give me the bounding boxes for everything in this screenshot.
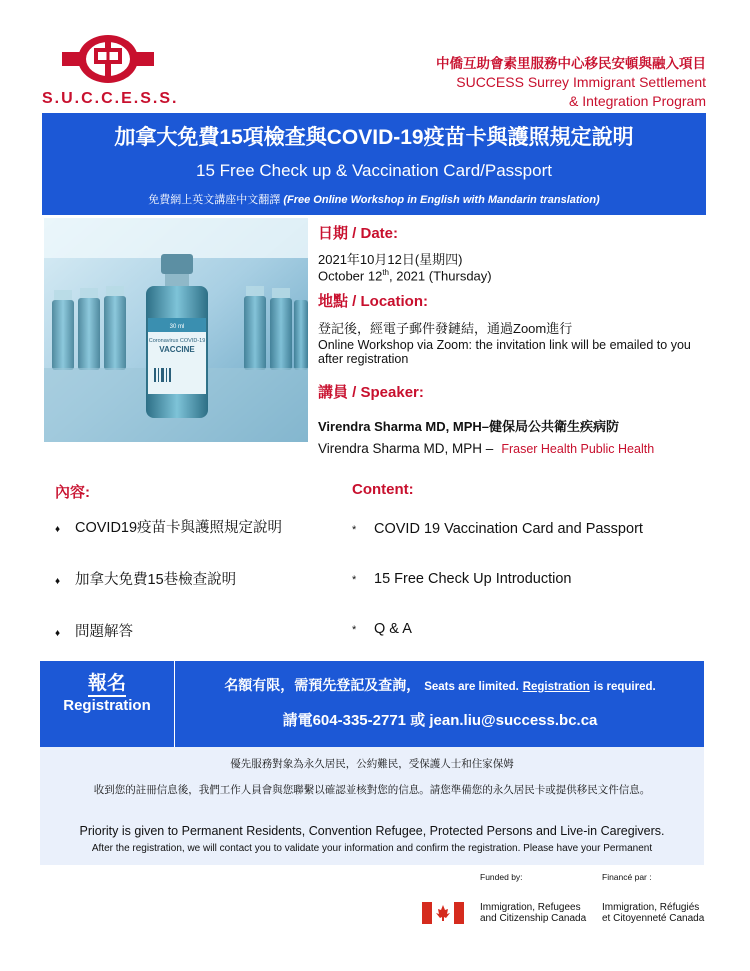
priority-en-line2: After the registration, we will contact you to validate your information and confirm the registration. Please have your Permanent — [91, 843, 653, 854]
list-item-text: 問題解答 — [75, 624, 133, 640]
funded-by-label: Funded by: — [480, 872, 523, 882]
location-zh: 登記後，經電子郵件發鏈結，通過Zoom進行 — [318, 321, 573, 336]
ircc-fr-line1: Immigration, Réfugiés — [602, 902, 700, 913]
finance-par-label: Financé par : — [602, 872, 652, 882]
list-item — [352, 521, 643, 537]
title-en: 15 Free Check up & Vaccination Card/Passport — [196, 161, 552, 180]
list-item — [55, 620, 133, 641]
registration-notice — [176, 675, 704, 695]
title-zh: 加拿大免費15項檢查與COVID-19疫苗卡與護照規定說明 — [114, 126, 634, 149]
list-item-text: COVID 19 Vaccination Card and Passport — [374, 521, 643, 537]
speaker-org: Fraser Health Public Health — [501, 442, 655, 456]
priority-info-box — [40, 747, 704, 865]
date-en-sup: th — [382, 268, 389, 277]
diamond-bullet-icon: ♦ — [55, 628, 61, 639]
success-logo-icon — [62, 34, 154, 84]
ircc-name-en — [480, 902, 586, 924]
registration-notice-en-pre: Seats are limited. — [424, 681, 519, 693]
date-zh: 2021年10月12日(星期四) — [318, 252, 463, 267]
registration-band — [40, 661, 704, 747]
vial-label-line1: Coronavirus COVID-19 — [148, 338, 206, 344]
asterisk-bullet-icon: * — [352, 624, 357, 636]
vaccine-vial-photo — [44, 218, 308, 442]
ircc-en-line1: Immigration, Refugees — [480, 902, 581, 913]
registration-label-en: Registration — [63, 697, 151, 714]
content-heading-zh: 內容: — [55, 484, 90, 501]
org-name-en-line2: & Integration Program — [569, 93, 706, 109]
priority-zh-line2: 收到您的註冊信息後，我們工作人員會與您聯繫以確認並核對您的信息。請您準備您的永久居民卡或提供移民文件信息。 — [93, 784, 651, 796]
diamond-bullet-icon: ♦ — [55, 524, 61, 535]
list-item-text: COVID19疫苗卡與護照規定說明 — [75, 520, 283, 536]
org-name-en-line1: SUCCESS Surrey Immigrant Settlement — [456, 74, 706, 90]
list-item — [352, 621, 412, 637]
list-item-text: 加拿大免費15巷檢查說明 — [75, 572, 237, 588]
diamond-bullet-icon: ♦ — [55, 576, 61, 587]
ircc-en-line2: and Citizenship Canada — [480, 913, 587, 924]
priority-zh-line1: 優先服務對象為永久居民，公約難民，受保護人士和住家保姆 — [230, 758, 514, 770]
speaker-zh: Virendra Sharma MD, MPH–健保局公共衛生疾病防 — [318, 419, 619, 434]
workshop-subtitle — [42, 191, 706, 207]
list-item-text: 15 Free Check Up Introduction — [374, 571, 572, 587]
list-item — [55, 516, 282, 537]
registration-contact[interactable]: 請電604-335-2771 或 jean.liu@success.bc.ca — [282, 712, 598, 729]
title-banner — [42, 113, 706, 215]
date-en-post: , 2021 (Thursday) — [389, 268, 492, 284]
registration-label-zh — [40, 668, 174, 695]
speaker-name: Virendra Sharma MD, MPH – — [318, 441, 494, 456]
list-item-text: Q & A — [374, 621, 412, 637]
location-heading: 地點 / Location: — [318, 293, 428, 310]
vial-label-small: 30 ml — [169, 324, 185, 330]
registration-notice-zh: 名額有限，需預先登記及查詢， — [224, 677, 421, 693]
location-en: Online Workshop via Zoom: the invitation link will be emailed to you after registration — [318, 338, 691, 366]
vial-label-line2: VACCINE — [159, 345, 195, 354]
speaker-heading: 講員 / Speaker: — [318, 384, 424, 401]
list-item — [55, 568, 236, 589]
org-name-zh: 中僑互助會素里服務中心移民安頓與融入項目 — [436, 56, 706, 71]
list-item — [352, 571, 571, 587]
workshop-subtitle-en: (Free Online Workshop in English with Mandarin translation) — [283, 194, 600, 206]
asterisk-bullet-icon: * — [352, 574, 357, 586]
asterisk-bullet-icon: * — [352, 524, 357, 536]
date-heading: 日期 / Date: — [318, 225, 399, 242]
speaker-en — [318, 441, 654, 456]
date-en — [318, 268, 492, 283]
registration-notice-en-post: is required. — [593, 681, 656, 693]
priority-en-line1: Priority is given to Permanent Residents, Convention Refugee, Protected Persons and Live-in Caregivers. — [79, 824, 665, 838]
content-heading-en: Content: — [352, 481, 414, 498]
canada-flag-icon — [422, 902, 464, 924]
workshop-subtitle-zh: 免費網上英文講座中文翻譯 — [148, 194, 281, 206]
registration-link[interactable]: Registration — [522, 681, 590, 693]
ircc-fr-line2: et Citoyenneté Canada — [602, 913, 705, 924]
ircc-name-fr — [602, 902, 704, 924]
date-en-pre: October 12 — [318, 268, 383, 284]
registration-label-zh-text: 報名 — [88, 673, 126, 697]
logo-wordmark: S.U.C.C.E.S.S. — [42, 90, 179, 107]
